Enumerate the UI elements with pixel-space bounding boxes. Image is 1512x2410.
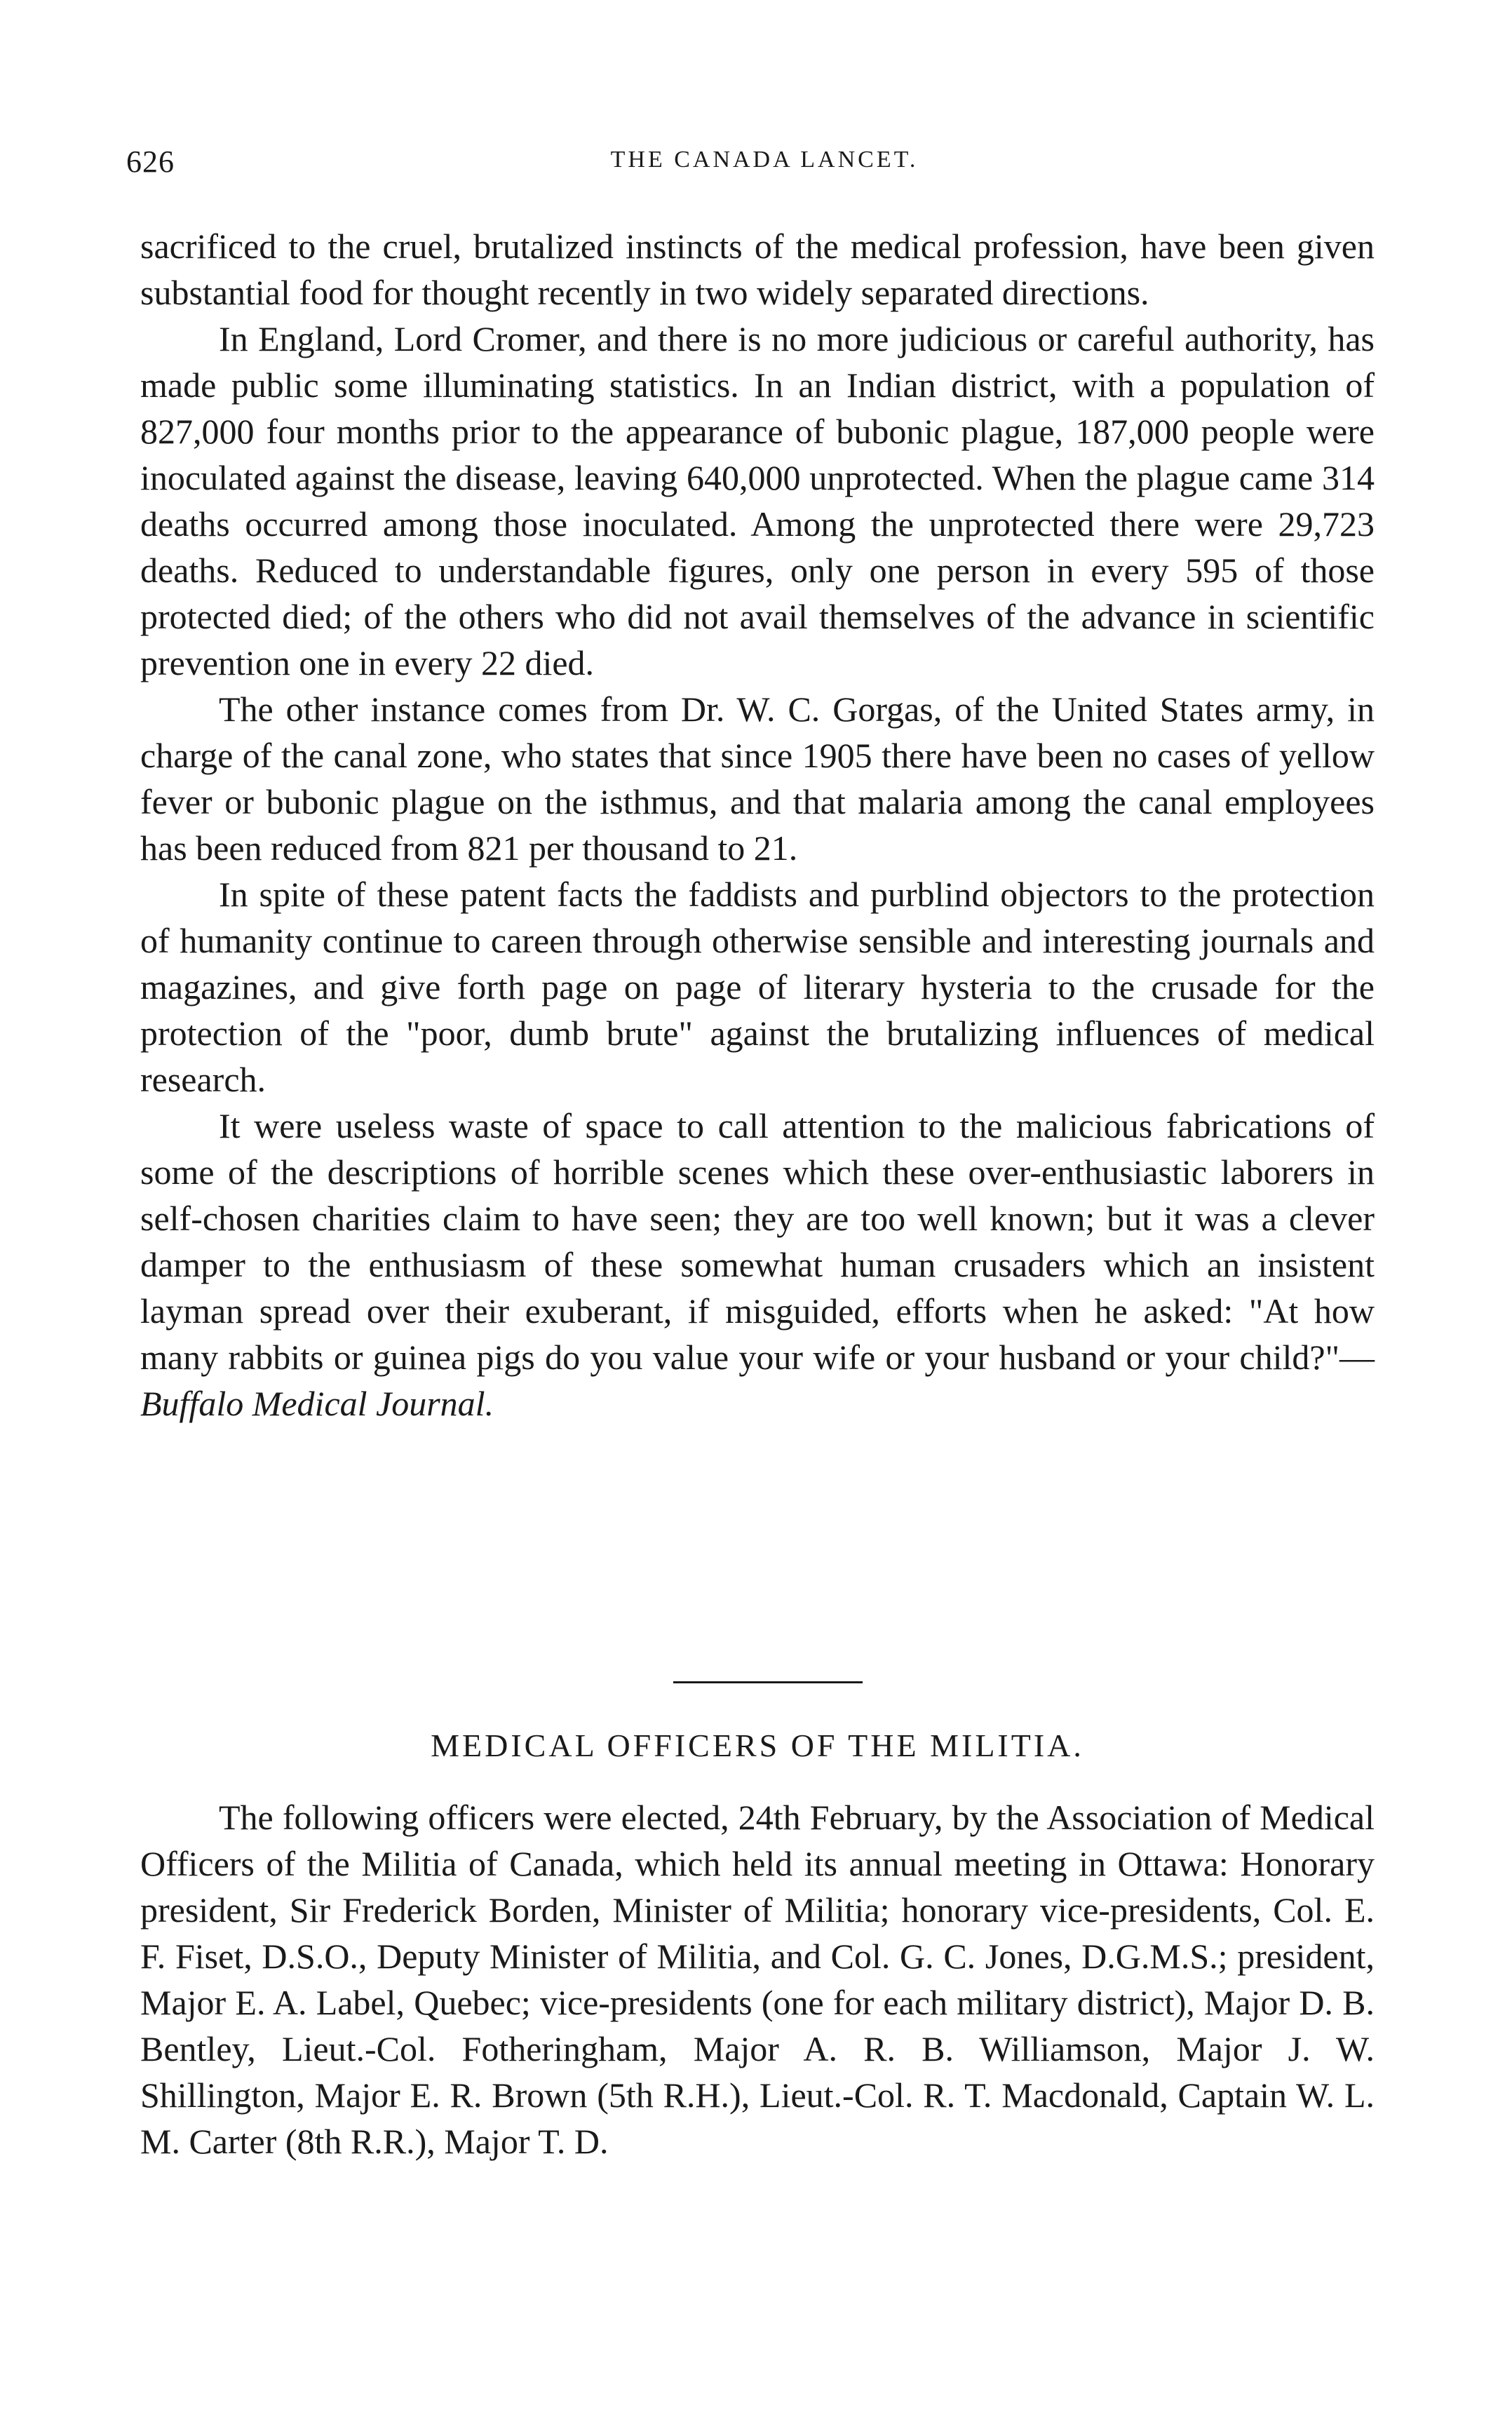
running-title: THE CANADA LANCET. [610, 147, 919, 173]
paragraph-faddists: In spite of these patent facts the faddists and purblind objectors to the protection of humanity continue to careen through otherwise sensible and interesting journals and magazines, and give forth page on page of literary hysteria to the crusade for the protection of the "poor, dumb brute" against the brutalizing influences of medical research. [140, 875, 1375, 1099]
paragraph-cromer-statistics: In England, Lord Cromer, and there is no more judicious or careful authority, has made public some illuminating statistics. In an Indian district, with a population of 827,000 four months prior to the appearance of bubonic plague, 187,000 people were inoculated against the disease, leaving 640,000 unprotected. When the plague came 314 deaths occurred among those inoculated. Among the unprotected there were 29,723 deaths. Reduced to understandable figures, only one person in every 595 of those protected died; of the others who did not avail themselves of the advance in scientific prevention one in every 22 died. [140, 319, 1375, 682]
section-body [140, 1794, 1375, 2165]
page-header [126, 144, 1403, 186]
paragraph-officers: The following officers were elected, 24th February, by the Association of Medical Officers of the Militia of Canada, which held its annual meeting in Ottawa: Honorary president, Sir Frederick Borden, Minister of Militia; honorary vice-presidents, Col. E. F. Fiset, D.S.O., Deputy Minister of Militia, and Col. G. C. Jones, D.G.M.S.; president, Major E. A. Label, Quebec; vice-presidents (one for each military district), Major D. B. Bentley, Lieut.-Col. Fotheringham, Major A. R. B. Williamson, Major J. W. Shillington, Major E. R. Brown (5th R.H.), Lieut.-Col. R. T. Macdonald, Captain W. L. M. Carter (8th R.R.), Major T. D. [140, 1798, 1375, 2161]
section-divider [673, 1681, 863, 1683]
section-heading: MEDICAL OFFICERS OF THE MILITIA. [431, 1728, 1084, 1763]
source-citation: Buffalo Medical Journal. [140, 1384, 494, 1423]
paragraph-gorgas: The other instance comes from Dr. W. C. Gorgas, of the United States army, in charge of the canal zone, who states that since 1905 there have been no cases of yellow fever or bubonic plague on the isthmus, and that malaria among the canal employees has been reduced from 821 per thousand to 21. [140, 689, 1375, 868]
page-number: 626 [126, 144, 175, 179]
paragraph-closing [140, 1103, 1375, 1427]
article-body [140, 223, 1375, 1427]
paragraph-continuation: sacrificed to the cruel, brutalized instincts of the medical profession, have been given substantial food for thought recently in two widely separated directions. [140, 227, 1375, 312]
closing-text: It were useless waste of space to call attention to the malicious fabrications of some of the descriptions of horrible scenes which these over-enthusiastic laborers in self-chosen charities claim to have seen; they are too well known; but it was a clever damper to the enthusiasm of these somewhat human crusaders which an insistent layman spread over their exuberant, if misguided, efforts when he asked: "At how many rabbits or guinea pigs do you value your wife or your husband or your child?"— [140, 1106, 1375, 1377]
